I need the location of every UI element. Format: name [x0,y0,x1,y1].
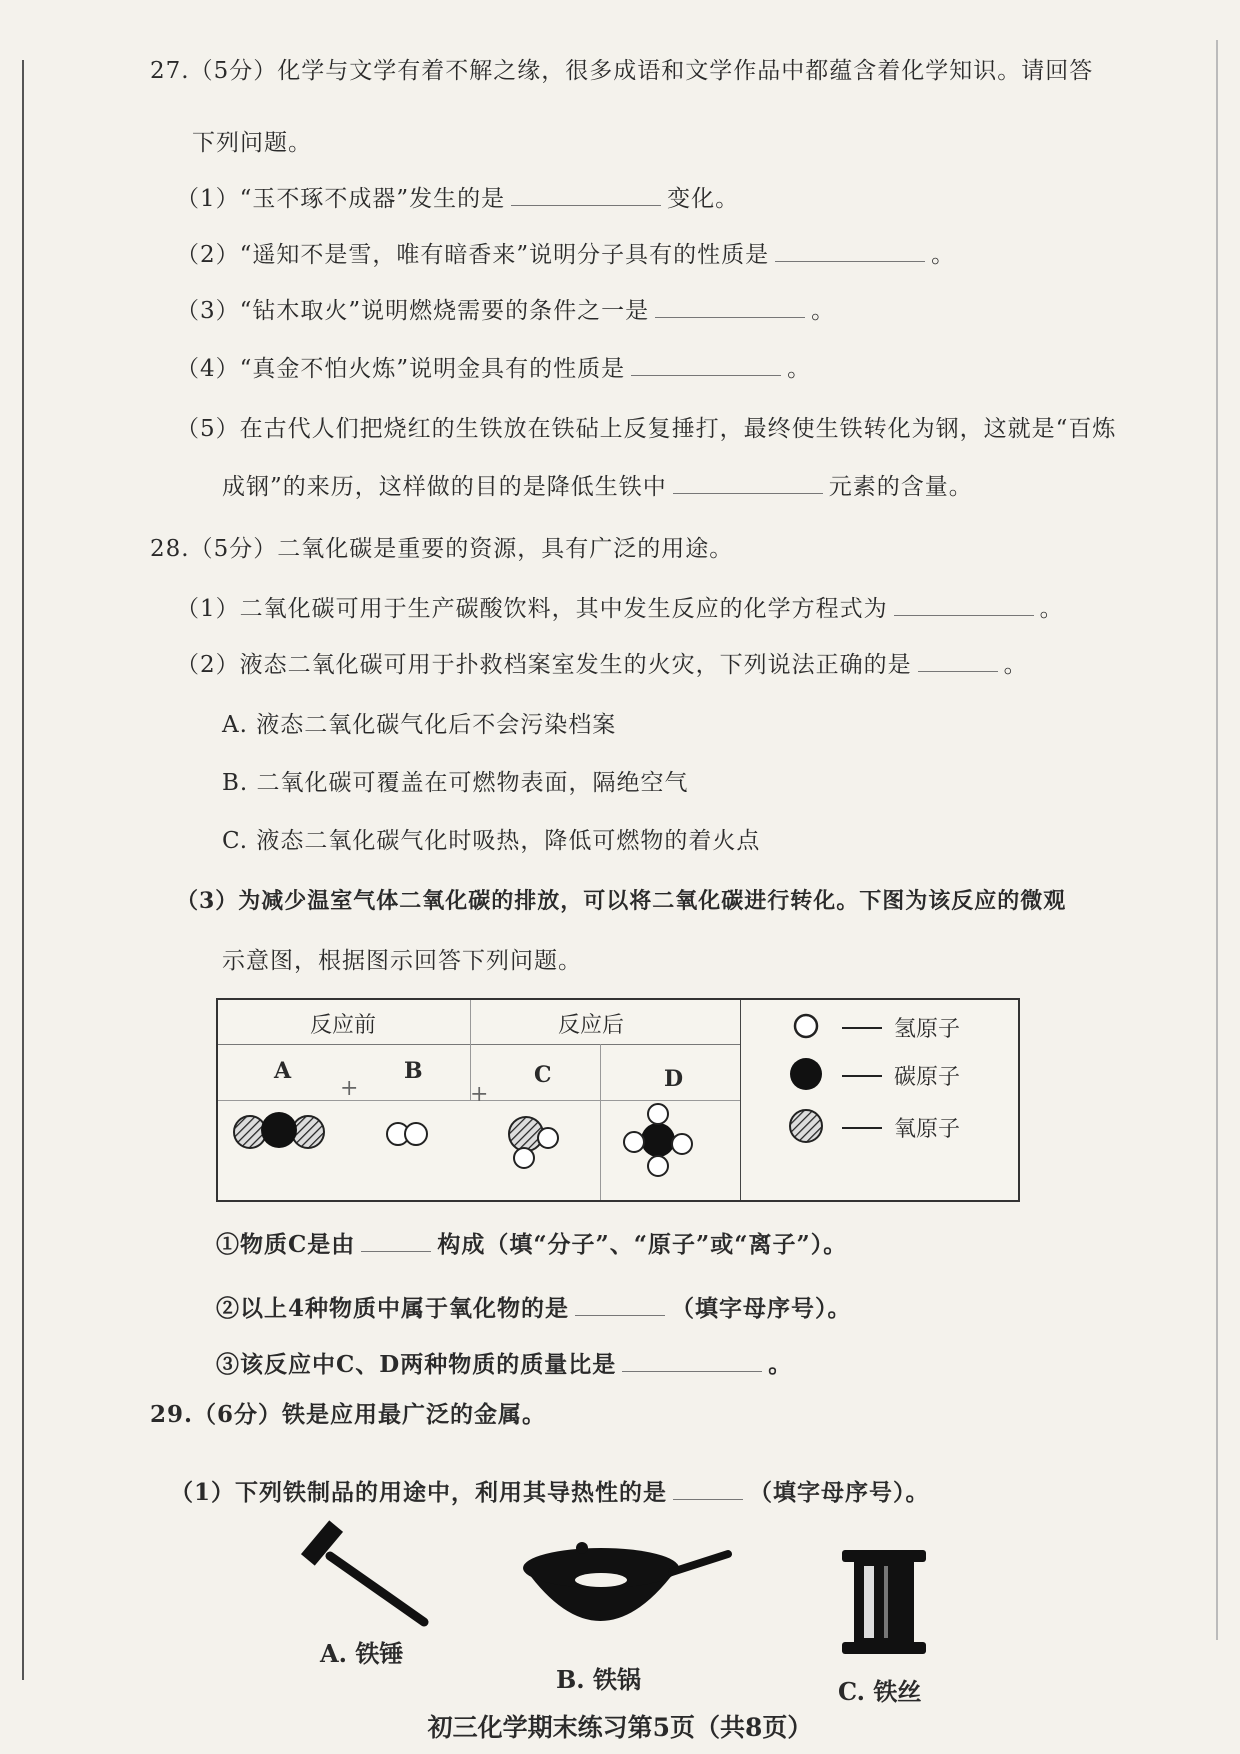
q27-part4-tail: 。 [787,356,812,382]
legend-hydrogen-label: 氢原子 [894,1017,961,1042]
q28-option-b-text: B. 二氧化碳可覆盖在可燃物表面，隔绝空气 [222,770,689,796]
label-a: A [274,1058,292,1084]
q28-part1-tail: 。 [1039,596,1064,622]
q29-part1-tail: （填字母序号）。 [749,1479,930,1506]
q27-part1-text: （1）“玉不琢不成器”发生的是 [176,186,506,212]
label-c: C [534,1062,552,1088]
hammer-icon [301,1520,424,1622]
q27-part2-text: （2）“遥知不是雪，唯有暗香来”说明分子具有的性质是 [176,242,770,268]
q27-part3-tail: 。 [811,298,836,324]
label-after-reaction: 反应后 [558,1013,625,1038]
q28-sub1-text: ①物质C是由 [216,1231,356,1258]
legend-oxygen-label: 氧原子 [894,1117,961,1142]
caption-iron-hammer: A. 铁锤 [320,1639,404,1668]
plus-sign: + [470,1082,489,1107]
q28-sub2-tail: （填字母序号）。 [671,1295,852,1322]
q28-sub3-tail: 。 [768,1351,793,1378]
q27-stem-text2: 下列问题。 [192,130,312,156]
q28-sub2-text: ②以上4种物质中属于氧化物的是 [216,1295,570,1322]
q28-option-c-text: C. 液态二氧化碳气化时吸热，降低可燃物的着火点 [222,828,761,854]
q28-sub1-tail: 构成（填“分子”、“原子”或“离子”）。 [437,1231,848,1258]
q27-part5-tail: 元素的含量。 [828,474,973,500]
q27-part2-tail: 。 [931,242,956,268]
q27-part5-text2: 成钢”的来历，这样做的目的是降低生铁中 [222,474,667,500]
q27-stem-text: 27.（5分）化学与文学有着不解之缘，很多成语和文学作品中都蕴含着化学知识。请回答 [150,58,1094,84]
q28-part2-tail: 。 [1003,652,1028,678]
page-footer: 初三化学期末练习第5页（共8页） [427,1713,813,1742]
label-before-reaction: 反应前 [310,1013,377,1038]
q27-part1-tail: 变化。 [667,186,740,212]
label-d: D [664,1066,684,1092]
q27-part5-text: （5）在古代人们把烧红的生铁放在铁砧上反复捶打，最终使生铁转化为钢，这就是“百炼 [176,416,1117,442]
q28-part2-text: （2）液态二氧化碳可用于扑救档案室发生的火灾，下列说法正确的是 [176,652,912,678]
q28-stem-text: 28.（5分）二氧化碳是重要的资源，具有广泛的用途。 [150,536,734,562]
q27-part3-text: （3）“钻木取火”说明燃烧需要的条件之一是 [176,298,650,324]
q28-sub3-text: ③该反应中C、D两种物质的质量比是 [216,1351,617,1378]
q29-part1-text: （1）下列铁制品的用途中，利用其导热性的是 [170,1479,668,1506]
q29-stem-text: 29.（6分）铁是应用最广泛的金属。 [150,1401,547,1428]
plus-sign: + [340,1076,359,1101]
caption-iron-wok: B. 铁锅 [556,1665,641,1694]
legend-carbon-label: 碳原子 [894,1065,961,1090]
caption-iron-wire: C. 铁丝 [838,1677,922,1706]
wok-icon [523,1542,728,1621]
wire-spool-icon [842,1550,926,1654]
q28-part3-text2: 示意图，根据图示回答下列问题。 [222,948,582,974]
label-b: B [404,1058,423,1084]
q28-part1-text: （1）二氧化碳可用于生产碳酸饮料，其中发生反应的化学方程式为 [176,596,888,622]
q27-part4-text: （4）“真金不怕火炼”说明金具有的性质是 [176,356,626,382]
q28-option-a-text: A. 液态二氧化碳气化后不会污染档案 [222,712,617,738]
q28-part3-text: （3）为减少温室气体二氧化碳的排放，可以将二氧化碳进行转化。下图为该反应的微观 [176,888,1067,914]
